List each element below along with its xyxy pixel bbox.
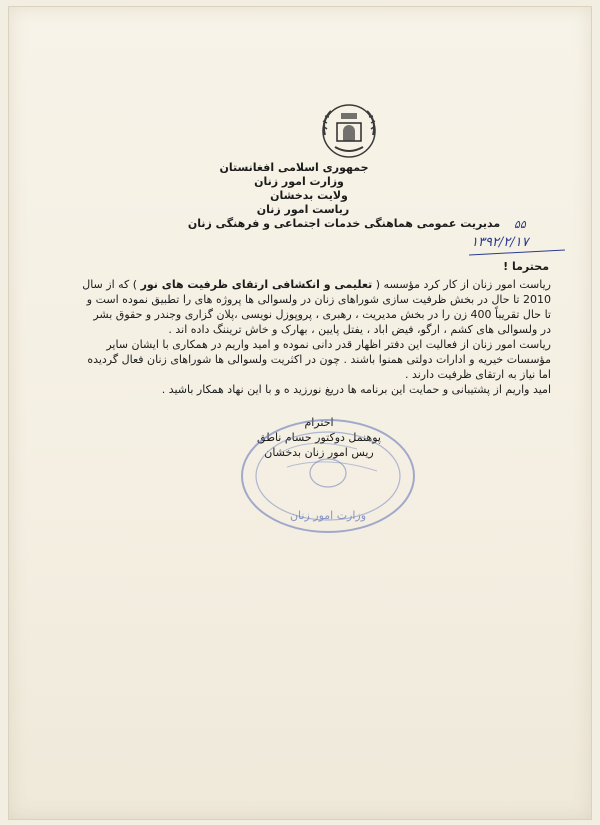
reference-number: ۵۵ (514, 218, 526, 231)
paragraph-1 (81, 277, 551, 337)
organization-name: تعلیمی و انکشافی ارتقای ظرفیت های نور (140, 278, 373, 291)
p1-intro: ریاست امور زنان از کار کرد مؤسسه ( (375, 278, 551, 291)
paragraph-3: امید واریم از پشتیبانی و حمایت این برنامه ها دریغ نورزید ه و با این نهاد همکار باشید . (161, 383, 551, 396)
regards-text: احترام (304, 416, 334, 429)
stamp-text: وزارت امور زنان (289, 509, 367, 522)
letterhead (159, 161, 519, 231)
salutation: محترما ! (503, 260, 549, 273)
official-stamp (237, 415, 419, 537)
letter-body (81, 277, 551, 397)
date-underline (469, 249, 565, 255)
signatory-title: ریس امور زنان بدخشان (264, 446, 374, 459)
signatory-name: پوهنمل دوکتور حسام ناطق (257, 431, 381, 444)
afghanistan-emblem-icon (317, 99, 381, 161)
province-name: ولایت بدخشان (270, 189, 348, 202)
department-name: ریاست امور زنان (256, 203, 350, 216)
p1-rest: ) که از سال 2010 تا حال در بخش ظرفیت سازی شوراهای زنان در ولسوالی ها پروژه های را تطبیق نموده است و تا حال تقریباً 400 زن را در بخش مدیریت ، رهبری ، پروپوزل نویسی ،پلان گزاری وجندر و حقوق بشر در ولسوالی های کشم ، ارگو، فیض اباد ، یفتل پایین ، بهارک و خاش تریننگ داده اند . (82, 278, 551, 336)
letter-date: ۱۳۹۲/۲/۱۷ (471, 235, 529, 250)
directorate-name: مدیریت عمومی هماهنگی خدمات اجتماعی و فرهنگی زنان (187, 217, 501, 230)
ministry-name: وزارت امور زنان (254, 175, 344, 188)
country-name: جمهوری اسلامی افغانستان (219, 161, 369, 174)
paragraph-2: ریاست امور زنان از فعالیت این دفتر اظهار قدر دانی نموده و امید واریم در همکاری با ایشان سایر مؤسسات خیریه و ادارات دولتی همنوا باشند . چون در اکثریت ولسوالی ها شوراهای زنان فعال گردیده اما نیاز به ارتقای ظرفیت دارند . (87, 338, 551, 381)
letter-page (8, 6, 592, 820)
